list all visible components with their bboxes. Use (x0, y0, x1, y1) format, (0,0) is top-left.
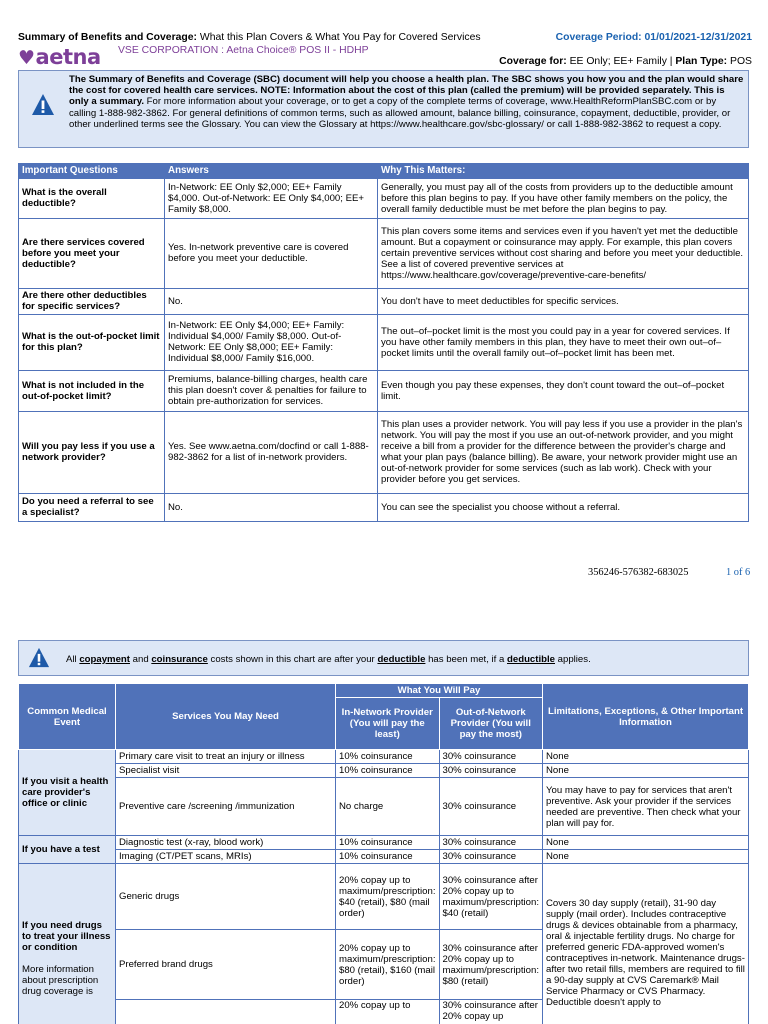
table-row (19, 288, 749, 314)
question-cell: What is the overall deductible? (19, 178, 165, 218)
event-cell: If you have a test (19, 836, 116, 864)
warning-icon (31, 93, 55, 117)
col-header-in-network: In-Network Provider (You will pay the least) (336, 698, 440, 750)
limits-cell: None (543, 764, 749, 778)
in-network-cell: 10% coinsurance (336, 750, 440, 764)
limits-cell: You may have to pay for services that aren't preventive. Ask your provider if the services needed are preventive. Then check what your plan will pay for. (543, 778, 749, 836)
out-network-cell: 30% coinsurance after 20% copay up to maximum/prescription: $40 (retail) (439, 864, 543, 930)
table-row (19, 850, 749, 864)
why-cell: Generally, you must pay all of the costs from providers up to the deductible amount before this plan begins to pay. If you have other family members on the policy, the overall family deductible must be met before the plan begins to pay. (378, 178, 749, 218)
question-cell: What is not included in the out-of-pocket limit? (19, 370, 165, 411)
plan-name: VSE CORPORATION : Aetna Choice® POS II - HDHP (118, 45, 369, 56)
in-network-cell: 10% coinsurance (336, 850, 440, 864)
service-cell: Preventive care /screening /immunization (116, 778, 336, 836)
limits-cell: None (543, 836, 749, 850)
coverage-for: Coverage for: EE Only; EE+ Family | Plan Type: POS (499, 56, 752, 67)
col-header-questions: Important Questions (19, 164, 165, 179)
table-row (19, 764, 749, 778)
service-cell: Generic drugs (116, 864, 336, 930)
why-cell: This plan uses a provider network. You will pay less if you use a provider in the plan's network. You will pay the most if you use an out-of-network provider, and you might receive a bill from a provider for the difference between the provider's charge and what your plan pays (balance billing). Be aware, your network provider might use an out-of-network provider for some services (such as lab work). Check with your provider before you get services. (378, 411, 749, 493)
answer-cell: No. (165, 288, 378, 314)
why-cell: You can see the specialist you choose without a referral. (378, 493, 749, 521)
cost-notice-text: All copayment and coinsurance costs shown in this chart are after your deductible has been met, if a deductible applies. (66, 654, 591, 665)
in-network-cell: 20% copay up to maximum/prescription: $80 (retail), $160 (mail order) (336, 930, 440, 1000)
out-network-cell: 30% coinsurance (439, 750, 543, 764)
service-cell: Primary care visit to treat an injury or illness (116, 750, 336, 764)
answer-cell: Premiums, balance-billing charges, health care this plan doesn't cover & penalties for failure to obtain pre-authorization for services. (165, 370, 378, 411)
out-network-cell: 30% coinsurance (439, 836, 543, 850)
answer-cell: Yes. See www.aetna.com/docfind or call 1-888-982-3862 for a list of in-network providers. (165, 411, 378, 493)
answer-cell: In-Network: EE Only $2,000; EE+ Family $4,000. Out-of-Network: EE Only $4,000; EE+ Family $8,000. (165, 178, 378, 218)
in-network-cell: 10% coinsurance (336, 836, 440, 850)
limits-cell: Covers 30 day supply (retail), 31-90 day supply (mail order). Includes contraceptive drugs & devices obtainable from a pharmacy, oral & injectable fertility drugs. No charge for preferred generic FDA-approved women's contraceptives in-network. Maintenance drugs- after two retail fills, members are required to fill a 90-day supply at CVS Caremark® Mail Service Pharmacy or CVS Pharmacy. Deductible doesn't apply to (543, 864, 749, 1024)
out-network-cell: 30% coinsurance (439, 778, 543, 836)
table-row (19, 218, 749, 288)
table-row (19, 411, 749, 493)
answer-cell: No. (165, 493, 378, 521)
col-header-why: Why This Matters: (378, 164, 749, 179)
sbc-notice (18, 70, 749, 148)
out-network-cell: 30% coinsurance (439, 850, 543, 864)
table-row (19, 493, 749, 521)
service-cell: Diagnostic test (x-ray, blood work) (116, 836, 336, 850)
out-network-cell: 30% coinsurance after 20% copay up to maximum/prescription: $80 (retail) (439, 930, 543, 1000)
cost-notice (18, 640, 749, 676)
event-cell (19, 864, 116, 1024)
answer-cell: In-Network: EE Only $4,000; EE+ Family: Individual $4,000/ Family $8,000. Out-of-Network: EE Only $8,000; EE+ Family: Individual $8,000/ Family $16,000. (165, 314, 378, 370)
why-cell: You don't have to meet deductibles for specific services. (378, 288, 749, 314)
table-row (19, 836, 749, 850)
plan-header (18, 45, 758, 67)
col-header-limitations: Limitations, Exceptions, & Other Important Information (543, 684, 749, 750)
drugs-event-subtext: More information about prescription drug coverage is (22, 964, 99, 997)
table-row (19, 778, 749, 836)
answer-cell: Yes. In-network preventive care is covered before you meet your deductible. (165, 218, 378, 288)
col-header-what-you-pay: What You Will Pay (336, 684, 543, 698)
limits-cell: None (543, 750, 749, 764)
table-row (19, 750, 749, 764)
table-row (19, 864, 749, 930)
in-network-cell: No charge (336, 778, 440, 836)
table-row (19, 314, 749, 370)
why-cell: Even though you pay these expenses, they don't count toward the out–of–pocket limit. (378, 370, 749, 411)
event-cell: If you visit a health care provider's office or clinic (19, 750, 116, 836)
limits-cell: None (543, 850, 749, 864)
drugs-event-label: If you need drugs to treat your illness or condition (22, 920, 111, 953)
sbc-header (18, 32, 758, 46)
in-network-cell: 10% coinsurance (336, 764, 440, 778)
question-cell: Are there services covered before you meet your deductible? (19, 218, 165, 288)
table-row (19, 370, 749, 411)
in-network-cell: 20% copay up to maximum/prescription: $40 (retail), $80 (mail order) (336, 864, 440, 930)
heart-icon: ♥ (18, 47, 35, 69)
notice-text: The Summary of Benefits and Coverage (SBC) document will help you choose a health plan. The SBC shows you how you and the plan would share the cost for covered health care services. NOTE: Information about the cost of this plan (called the premium) will be provided separately. This is only a summary. For more information about your coverage, or to get a copy of the complete terms of coverage, www.HealthReformPlanSBC.com or by calling 1-888-982-3862. For general definitions of common terms, such as allowed amount, balance billing, coinsurance, copayment, deductible, provider, or other underlined terms see the Glossary. You can view the Glossary at https://www.healthcare.gov/sbc-glossary/ or call 1-888-982-3862 to request a copy. (69, 74, 744, 130)
question-cell: Will you pay less if you use a network provider? (19, 411, 165, 493)
coverage-period: Coverage Period: 01/01/2021-12/31/2021 (555, 32, 752, 43)
document-id: 356246-576382-683025 (588, 567, 689, 578)
col-header-answers: Answers (165, 164, 378, 179)
page-number: 1 of 6 (726, 567, 751, 578)
aetna-logo: ♥aetna (18, 45, 101, 69)
important-questions-table (18, 163, 749, 522)
col-header-event: Common Medical Event (19, 684, 116, 750)
out-network-cell: 30% coinsurance (439, 764, 543, 778)
service-cell: Imaging (CT/PET scans, MRIs) (116, 850, 336, 864)
in-network-cell: 20% copay up to (336, 1000, 440, 1024)
why-cell: The out–of–pocket limit is the most you could pay in a year for covered services. If you have other family members in this plan, they have to meet their own out–of–pocket limits until the overall family out–of–pocket limit has been met. (378, 314, 749, 370)
service-cell: Preferred brand drugs (116, 930, 336, 1000)
table-row (19, 178, 749, 218)
col-header-out-network: Out-of-Network Provider (You will pay the most) (439, 698, 543, 750)
document-title: Summary of Benefits and Coverage: What this Plan Covers & What You Pay for Covered Services (18, 32, 481, 43)
question-cell: Are there other deductibles for specific services? (19, 288, 165, 314)
out-network-cell: 30% coinsurance after 20% copay up (439, 1000, 543, 1024)
warning-icon (27, 647, 51, 669)
question-cell: What is the out-of-pocket limit for this plan? (19, 314, 165, 370)
cost-sharing-table (18, 683, 749, 1024)
service-cell (116, 1000, 336, 1024)
service-cell: Specialist visit (116, 764, 336, 778)
question-cell: Do you need a referral to see a specialist? (19, 493, 165, 521)
col-header-services: Services You May Need (116, 684, 336, 750)
why-cell: This plan covers some items and services even if you haven't yet met the deductible amount. But a copayment or coinsurance may apply. For example, this plan covers certain preventive services without cost sharing and before you meet your deductible. See a list of covered preventive services at https://www.healthcare.gov/coverage/preventive-care-benefits/ (378, 218, 749, 288)
